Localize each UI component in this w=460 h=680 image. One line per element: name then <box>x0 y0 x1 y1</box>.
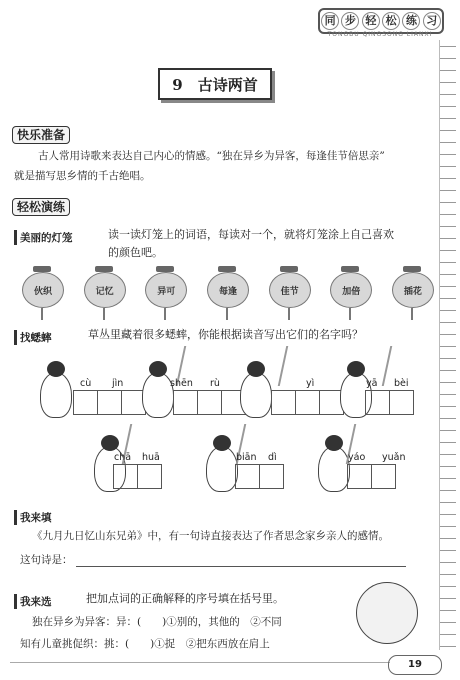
part3-answer-label: 这句诗是： <box>20 554 73 566</box>
lantern-word: 插花 <box>392 272 434 308</box>
pinyin-label: jìn <box>112 378 124 389</box>
lantern[interactable] <box>392 266 432 320</box>
header-char: 松 <box>382 12 400 30</box>
part-tag-lanterns: 美丽的灯笼 <box>14 230 73 245</box>
lantern[interactable] <box>269 266 309 320</box>
part-tag-crickets: 找蟋蟀 <box>14 330 52 345</box>
pinyin-label: shēn <box>170 378 193 389</box>
cricket-icon <box>240 372 272 418</box>
instr-line: 的颜色吧。 <box>108 246 163 259</box>
pinyin-label: cù <box>80 378 92 389</box>
pinyin-label: yáo <box>348 452 366 463</box>
lantern-word: 加倍 <box>330 272 372 308</box>
pinyin-label: bèi <box>394 378 409 389</box>
intro-line: 就是描写思乡情的千古绝唱。 <box>14 170 151 182</box>
lantern-row <box>22 266 432 320</box>
writing-grid[interactable] <box>272 390 344 415</box>
choice-question: 独在异乡为异客：异：( )①别的，其他的 ②不同 <box>32 616 282 628</box>
writing-grid[interactable] <box>174 390 246 415</box>
pinyin-label: yì <box>306 378 315 389</box>
grass-decoration <box>278 346 299 386</box>
intro-paragraph <box>14 146 438 186</box>
lantern[interactable] <box>145 266 185 320</box>
footer-divider <box>10 662 390 663</box>
header-char: 轻 <box>362 12 380 30</box>
cricket-icon <box>206 446 238 492</box>
header-pinyin: TONGBU QINGSONG LIANXI <box>327 31 433 38</box>
lantern-word: 每逢 <box>207 272 249 308</box>
section-happy-prep <box>12 124 70 143</box>
page-binding-edge <box>439 40 456 650</box>
pinyin-label: yuǎn <box>382 452 406 463</box>
writing-grid[interactable] <box>114 464 162 489</box>
header-char: 步 <box>341 12 359 30</box>
part4-instruction: 把加点词的正确解释的序号填在括号里。 <box>86 592 284 605</box>
writing-grid[interactable] <box>348 464 396 489</box>
answer-line[interactable] <box>76 566 406 567</box>
pinyin-label: huā <box>142 452 160 463</box>
pinyin-label: dì <box>268 452 277 463</box>
pinyin-label: rù <box>210 378 220 389</box>
lantern[interactable] <box>207 266 247 320</box>
section-logo: 轻松演练 <box>12 198 70 216</box>
lantern-word: 佳节 <box>269 272 311 308</box>
lantern-word: 异可 <box>145 272 187 308</box>
header-char: 练 <box>402 12 420 30</box>
cricket-icon <box>318 446 350 492</box>
pinyin-label: biān <box>236 452 257 463</box>
lantern-word: 伙织 <box>22 272 64 308</box>
writing-grid[interactable] <box>366 390 414 415</box>
lantern[interactable] <box>22 266 62 320</box>
lantern-word: 记忆 <box>84 272 126 308</box>
part2-instruction: 草丛里藏着很多蟋蟀，你能根据读音写出它们的名字吗？ <box>88 328 363 341</box>
part-tag-fill: 我来填 <box>14 510 52 525</box>
cricket-icon <box>40 372 72 418</box>
pinyin-label: chā <box>114 452 132 463</box>
page-number: 19 <box>388 655 442 675</box>
header-char: 同 <box>321 12 339 30</box>
lesson-title: 9 古诗两首 <box>158 68 272 100</box>
section-logo: 快乐准备 <box>12 126 70 144</box>
pinyin-label: yā <box>366 378 378 389</box>
lantern[interactable] <box>84 266 124 320</box>
writing-grid[interactable] <box>236 464 284 489</box>
thinking-girl-illustration <box>356 582 418 644</box>
part3-question: 《九月九日忆山东兄弟》中，有一句诗直接表达了作者思念家乡亲人的感情。 <box>32 530 389 542</box>
part-tag-choose: 我来选 <box>14 594 52 609</box>
section-easy-practice <box>12 196 70 215</box>
header-char: 习 <box>423 12 441 30</box>
instr-line: 读一读灯笼上的词语，每读对一个，就将灯笼涂上自己喜欢 <box>108 228 394 241</box>
intro-line: 古人常用诗歌来表达自己内心的情感。“独在异乡为异客，每逢佳节倍思亲” <box>38 150 385 162</box>
choice-question: 知有儿童挑促织：挑：( )①捉 ②把东西放在肩上 <box>20 638 270 650</box>
part1-instruction <box>108 226 438 262</box>
lantern[interactable] <box>330 266 370 320</box>
writing-grid[interactable] <box>74 390 146 415</box>
